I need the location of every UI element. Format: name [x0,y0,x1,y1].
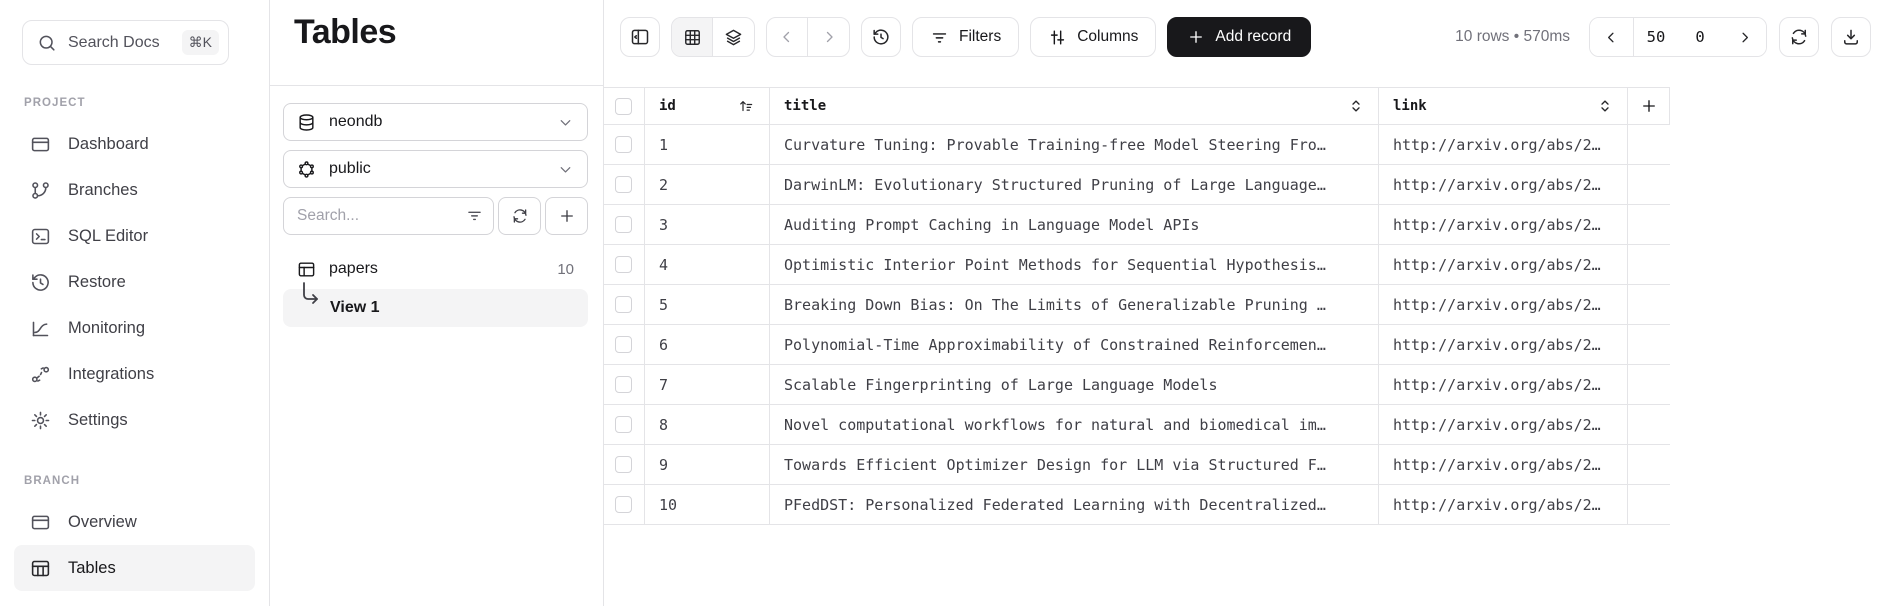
rows-status-text: 10 rows • 570ms [1455,28,1570,45]
cell-id[interactable]: 9 [645,445,770,484]
cell-id[interactable]: 5 [645,285,770,324]
cell-link[interactable]: http://arxiv.org/abs/2… [1379,205,1628,244]
cell-title[interactable]: Scalable Fingerprinting of Large Language Models [770,365,1379,404]
row-checkbox[interactable] [615,496,632,513]
cell-link[interactable]: http://arxiv.org/abs/2… [1379,485,1628,524]
sidebar-item-label: Dashboard [68,134,149,153]
schema-icon [297,160,316,179]
cell-link[interactable]: http://arxiv.org/abs/2… [1379,445,1628,484]
cell-link[interactable]: http://arxiv.org/abs/2… [1379,365,1628,404]
grid-view-icon [683,28,702,47]
database-icon [297,113,316,132]
cell-title[interactable]: Auditing Prompt Caching in Language Model APIs [770,205,1379,244]
sort-ascending-icon[interactable] [737,97,755,115]
refresh-grid-button[interactable] [1779,17,1819,57]
page-offset-input[interactable] [1678,18,1722,56]
filters-label: Filters [959,28,1002,45]
sidebar-item-label: Integrations [68,364,155,383]
sidebar-item-overview[interactable] [14,499,255,545]
page-next-button[interactable] [1722,18,1766,56]
columns-button[interactable] [1030,17,1156,57]
plus-icon [558,207,576,225]
pagination-group [1589,17,1767,57]
view-name: View 1 [330,299,380,316]
cell-title[interactable]: Optimistic Interior Point Methods for Sequential Hypothesis… [770,245,1379,284]
sidebar-item-dashboard[interactable] [14,121,255,167]
add-table-button[interactable] [545,197,588,235]
grid-view-toggle[interactable] [672,18,713,56]
header-checkbox-cell [604,88,645,124]
table-row[interactable] [604,125,1670,165]
filter-lines-icon [930,28,949,47]
table-row[interactable] [604,405,1670,445]
prev-record-button[interactable] [767,18,808,56]
collapse-sidebar-button[interactable] [620,17,660,57]
sort-updown-icon[interactable] [1348,98,1364,114]
refresh-tables-button[interactable] [498,197,541,235]
section-label-branch: BRANCH [24,475,81,487]
sidebar-item-label: Tables [68,558,116,577]
row-checkbox-cell [604,365,645,404]
search-docs-label: Search Docs [68,33,160,51]
cell-link[interactable]: http://arxiv.org/abs/2… [1379,325,1628,364]
cell-title[interactable]: PFedDST: Personalized Federated Learning with Decentralized… [770,485,1379,524]
table-icon [297,260,316,279]
settings-icon [30,410,51,431]
cell-link[interactable]: http://arxiv.org/abs/2… [1379,165,1628,204]
schema-select[interactable] [283,150,588,188]
integrations-icon [30,364,51,385]
row-checkbox[interactable] [615,376,632,393]
download-button[interactable] [1831,17,1871,57]
cell-id[interactable]: 10 [645,485,770,524]
row-checkbox[interactable] [615,176,632,193]
row-checkbox[interactable] [615,336,632,353]
sidebar-item-restore[interactable] [14,259,255,305]
filters-button[interactable] [912,17,1019,57]
sidebar-item-label: Monitoring [68,318,146,337]
row-checkbox[interactable] [615,216,632,233]
cell-link[interactable]: http://arxiv.org/abs/2… [1379,125,1628,164]
table-search-row [283,197,588,235]
columns-label: Columns [1077,28,1139,45]
cell-title[interactable]: Novel computational workflows for natural and biomedical im… [770,405,1379,444]
sidebar-item-branches[interactable] [14,167,255,213]
row-checkbox[interactable] [615,256,632,273]
chevron-down-icon [557,161,574,178]
next-record-button[interactable] [808,18,849,56]
row-checkbox-cell [604,445,645,484]
schema-select-value: public [329,160,371,177]
refresh-icon [1789,27,1809,47]
grid-header-row [604,87,1670,125]
column-header-id[interactable] [645,88,770,124]
row-checkbox-cell [604,125,645,164]
table-search-input[interactable] [283,197,494,235]
page-size-input[interactable] [1634,18,1678,56]
column-header-link[interactable] [1379,88,1628,124]
cell-id[interactable]: 4 [645,245,770,284]
dashboard-icon [30,134,51,155]
refresh-icon [511,207,529,225]
grid-toolbar [604,0,1887,87]
row-checkbox-cell [604,405,645,444]
download-icon [1841,27,1861,47]
table-row[interactable] [604,205,1670,245]
add-record-label: Add record [1215,28,1292,45]
page-prev-button[interactable] [1590,18,1634,56]
history-icon [871,27,891,47]
table-row[interactable] [604,285,1670,325]
panel-collapse-icon [630,27,650,47]
cell-link[interactable]: http://arxiv.org/abs/2… [1379,285,1628,324]
overview-icon [30,512,51,533]
cell-id[interactable]: 6 [645,325,770,364]
sql-editor-icon [30,226,51,247]
table-row[interactable] [604,485,1670,525]
row-checkbox-cell [604,485,645,524]
cell-id[interactable]: 7 [645,365,770,404]
row-checkbox-cell [604,285,645,324]
sidebar-item-label: Settings [68,410,128,429]
sidebar-item-label: Overview [68,512,137,531]
tables-icon [30,558,51,579]
search-shortcut-badge: ⌘K [182,30,219,55]
table-row[interactable] [604,365,1670,405]
cell-link[interactable]: http://arxiv.org/abs/2… [1379,405,1628,444]
plus-icon [1640,97,1658,115]
plus-icon [1187,28,1205,46]
row-checkbox[interactable] [615,296,632,313]
table-list-item-papers[interactable] [283,252,588,286]
row-checkbox[interactable] [615,136,632,153]
columns-settings-icon [1048,28,1067,47]
sidebar-item-tables[interactable] [14,545,255,591]
layers-icon [724,28,743,47]
sidebar-item-label: Branches [68,180,138,199]
database-select-value: neondb [329,113,383,130]
add-column-button[interactable] [1628,88,1670,124]
chevron-left-icon [1603,29,1620,46]
search-icon [37,33,57,53]
cell-id[interactable]: 3 [645,205,770,244]
search-docs-button[interactable] [22,20,229,65]
sidebar-item-label: Restore [68,272,126,291]
left-sidebar [0,0,270,606]
cell-id[interactable]: 2 [645,165,770,204]
main-content [604,0,1887,606]
column-label: title [784,98,827,114]
tables-panel-body [270,86,603,327]
chevron-right-icon [820,28,838,46]
row-checkbox-cell [604,205,645,244]
cell-title[interactable]: DarwinLM: Evolutionary Structured Pruning of Large Language… [770,165,1379,204]
filter-lines-icon [465,206,484,225]
history-button[interactable] [861,17,901,57]
view-list-item-view1[interactable] [283,289,588,327]
page-title: Tables [294,13,397,51]
table-row[interactable] [604,165,1670,205]
select-all-checkbox[interactable] [615,98,632,115]
section-label-project: PROJECT [24,97,86,109]
record-nav-group [766,17,850,57]
cell-id[interactable]: 8 [645,405,770,444]
column-label: id [659,98,676,114]
row-checkbox-cell [604,165,645,204]
toolbar-right-group [1455,17,1871,57]
add-record-button[interactable] [1167,17,1311,57]
row-checkbox[interactable] [615,456,632,473]
data-grid [604,87,1670,525]
row-checkbox-cell [604,245,645,284]
branches-icon [30,180,51,201]
column-header-title[interactable] [770,88,1379,124]
chevron-right-icon [1736,29,1753,46]
table-row[interactable] [604,325,1670,365]
sidebar-item-monitoring[interactable] [14,305,255,351]
table-name: papers [329,260,378,277]
cell-link[interactable]: http://arxiv.org/abs/2… [1379,245,1628,284]
cell-title[interactable]: Curvature Tuning: Provable Training-free Model Steering Fro… [770,125,1379,164]
sidebar-item-label: SQL Editor [68,226,149,245]
table-row-count: 10 [557,260,574,278]
stack-view-toggle[interactable] [713,18,754,56]
elbow-arrow-icon [300,282,322,310]
view-mode-toggle [671,17,755,57]
monitoring-icon [30,318,51,339]
tables-panel [270,0,604,606]
row-checkbox-cell [604,325,645,364]
column-label: link [1393,98,1427,114]
database-select[interactable] [283,103,588,141]
sidebar-item-integrations[interactable] [14,351,255,397]
sidebar-item-settings[interactable] [14,397,255,443]
row-checkbox[interactable] [615,416,632,433]
restore-icon [30,272,51,293]
chevron-down-icon [557,114,574,131]
cell-title[interactable]: Polynomial-Time Approximability of Constrained Reinforcemen… [770,325,1379,364]
cell-id[interactable]: 1 [645,125,770,164]
sidebar-item-sql-editor[interactable] [14,213,255,259]
table-row[interactable] [604,445,1670,485]
cell-title[interactable]: Towards Efficient Optimizer Design for LLM via Structured F… [770,445,1379,484]
chevron-left-icon [778,28,796,46]
sort-updown-icon[interactable] [1597,98,1613,114]
table-row[interactable] [604,245,1670,285]
tables-panel-header [270,0,603,86]
cell-title[interactable]: Breaking Down Bias: On The Limits of Generalizable Pruning … [770,285,1379,324]
